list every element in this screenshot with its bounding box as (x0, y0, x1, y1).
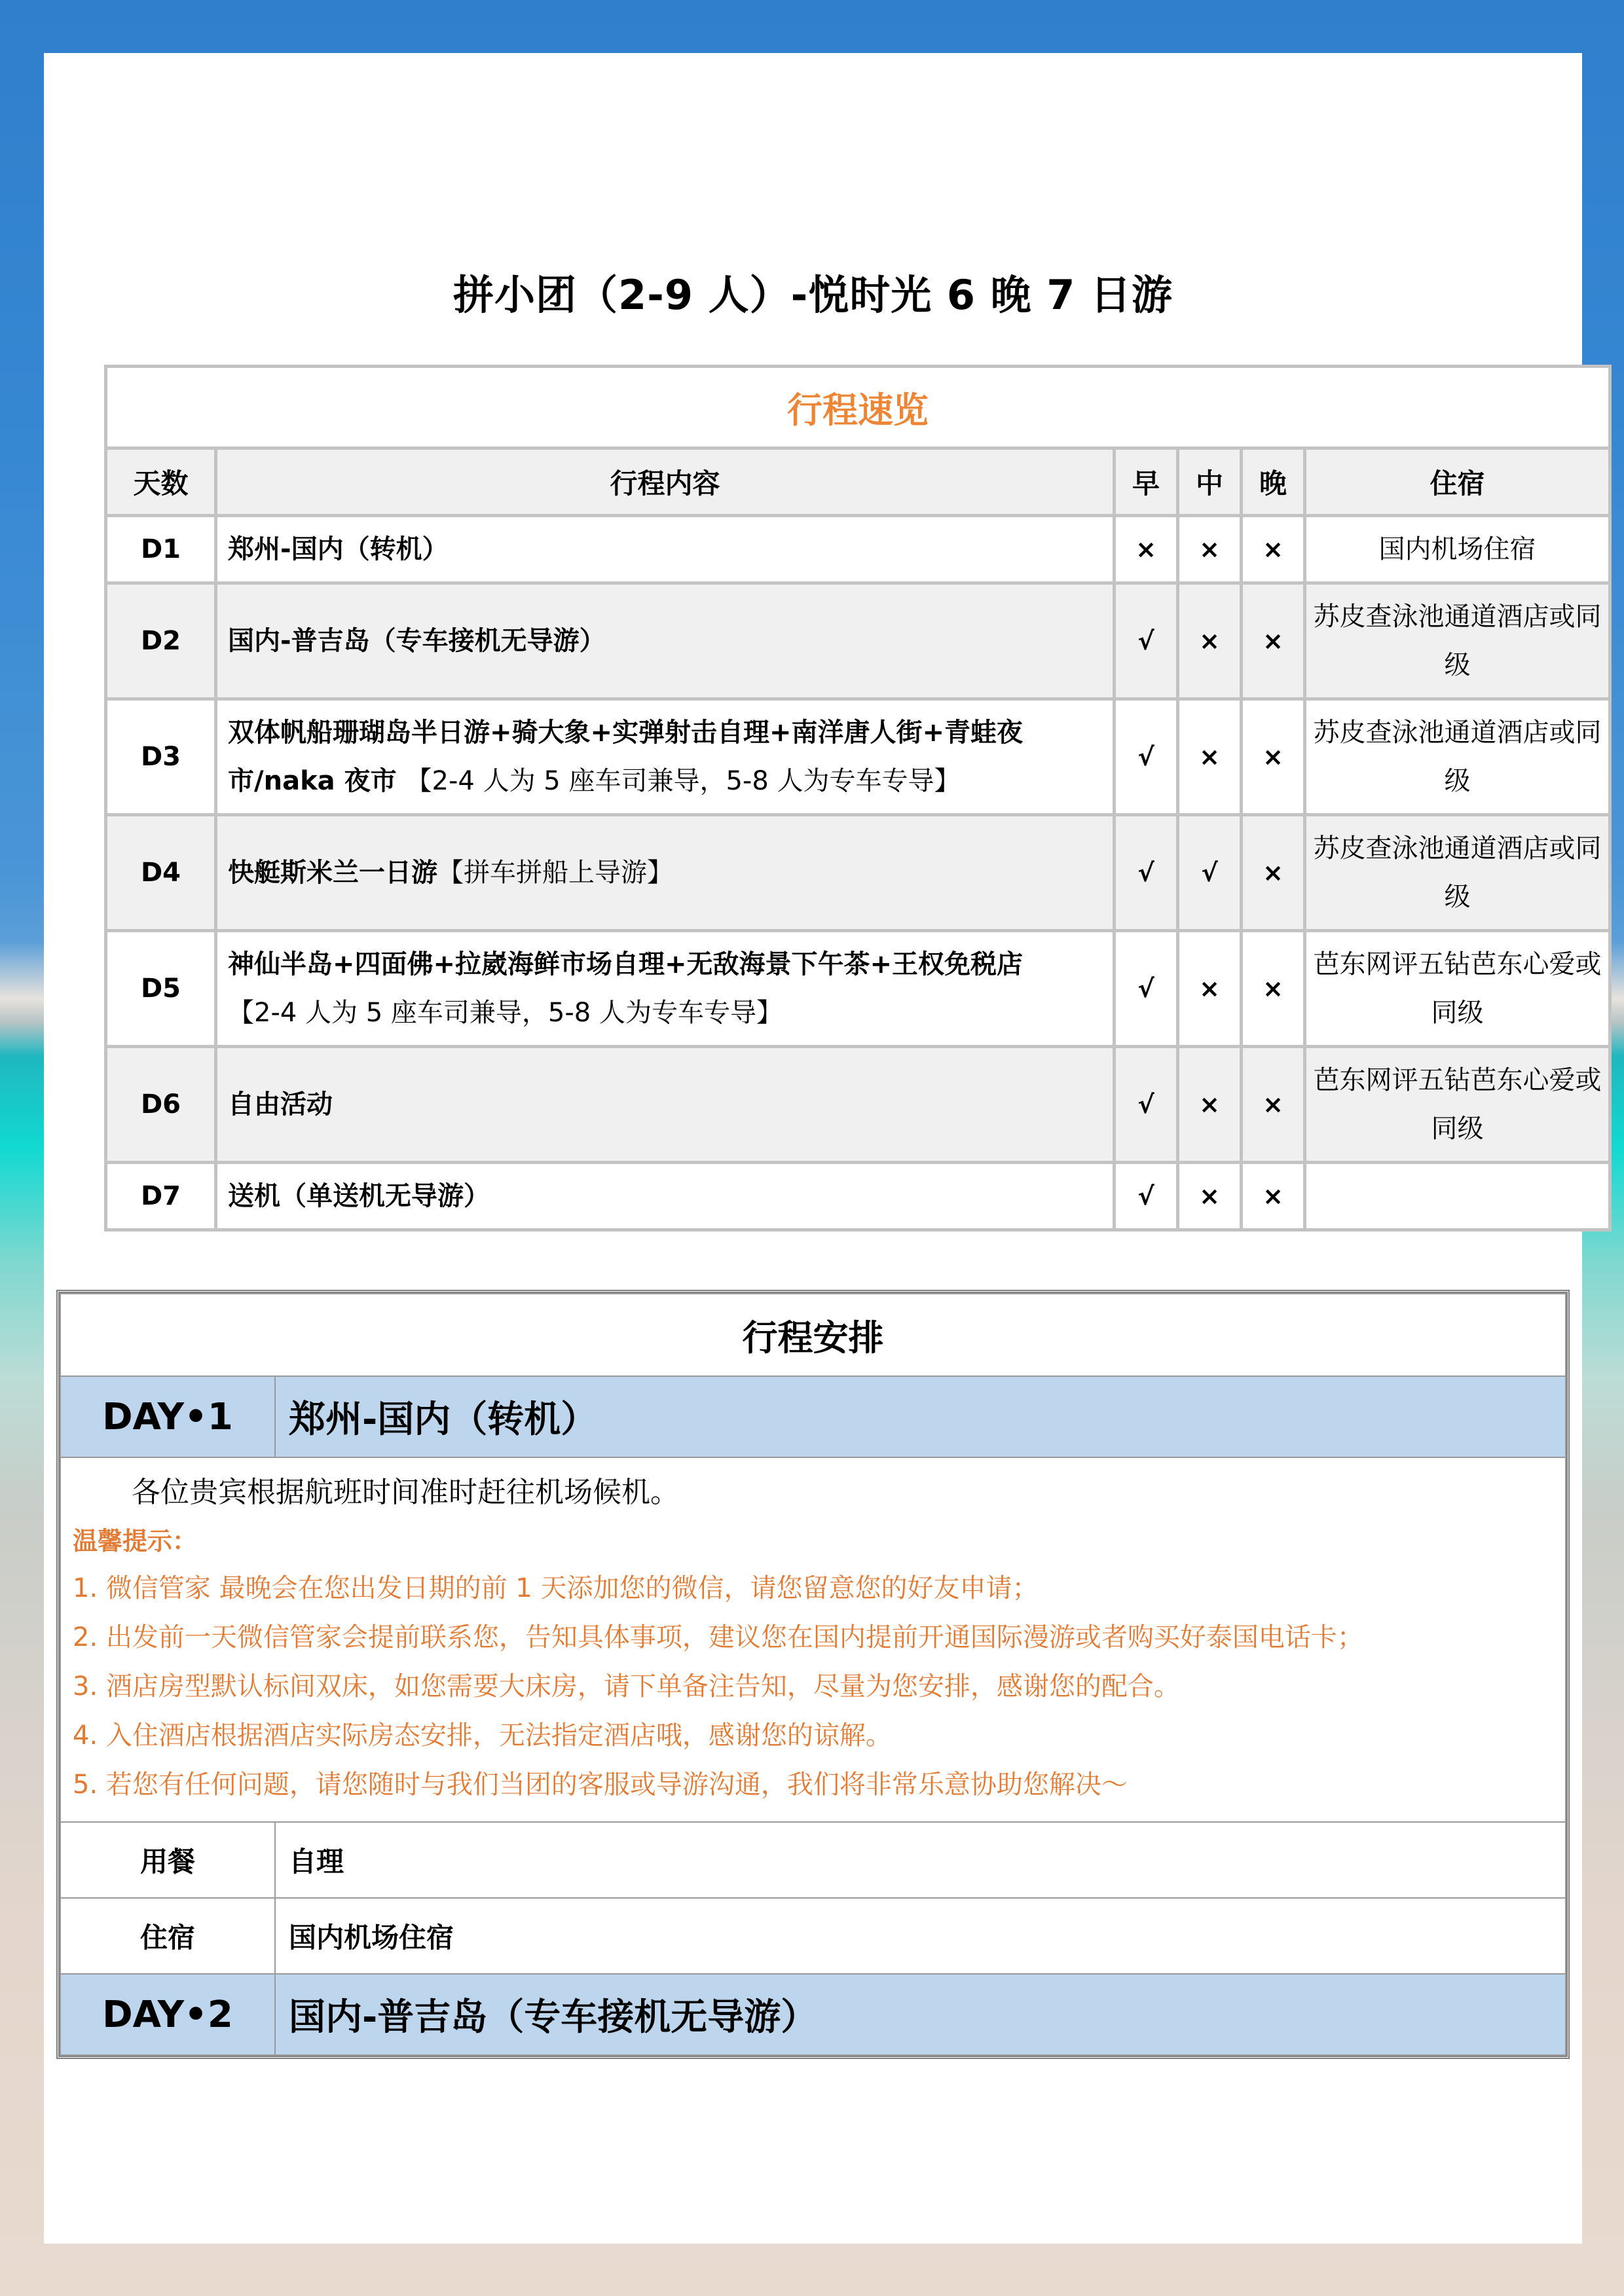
day-1-label: DAY•1 (60, 1376, 275, 1457)
row-breakfast: √ (1115, 699, 1178, 815)
table-row (106, 1047, 1610, 1163)
row-content-main: 自由活动 (228, 1089, 333, 1120)
row-content-main: 快艇斯米兰一日游 (228, 858, 437, 888)
row-day: D3 (106, 699, 216, 815)
table-row (106, 1163, 1610, 1230)
row-breakfast: × (1115, 516, 1178, 583)
row-dinner: × (1242, 931, 1305, 1047)
row-hotel: 芭东网评五钻芭东心爱或同级 (1305, 1047, 1610, 1163)
row-content-main: 送机（单送机无导游） (228, 1181, 490, 1211)
row-dinner: × (1242, 815, 1305, 931)
day-1-description (60, 1457, 1566, 1822)
row-day: D6 (106, 1047, 216, 1163)
table-row (106, 516, 1610, 583)
tips-heading: 温馨提示： (73, 1527, 198, 1556)
row-lunch: × (1178, 1047, 1242, 1163)
row-content-main: 郑州-国内（转机） (228, 534, 449, 564)
row-breakfast: √ (1115, 815, 1178, 931)
day-1-meals-row (60, 1822, 1566, 1898)
document-title: 拼小团（2-9 人）-悦时光 6 晚 7 日游 (453, 271, 1173, 319)
header-lunch: 中 (1178, 448, 1242, 516)
row-lunch: × (1178, 931, 1242, 1047)
row-breakfast: √ (1115, 1163, 1178, 1230)
row-day: D5 (106, 931, 216, 1047)
row-content (216, 1047, 1115, 1163)
row-content-note: 【2-4 人为 5 座车司兼导，5-8 人为专车专导】 (228, 998, 783, 1028)
header-dinner: 晚 (1242, 448, 1305, 516)
overview-header-row (106, 448, 1610, 516)
row-hotel: 苏皮查泳池通道酒店或同级 (1305, 815, 1610, 931)
row-content (216, 516, 1115, 583)
row-hotel (1305, 1163, 1610, 1230)
row-dinner: × (1242, 699, 1305, 815)
row-hotel: 国内机场住宿 (1305, 516, 1610, 583)
row-lunch: × (1178, 1163, 1242, 1230)
day-1-hotel-row (60, 1898, 1566, 1974)
meals-label: 用餐 (60, 1822, 275, 1898)
schedule-title: 行程安排 (60, 1294, 1566, 1376)
tip-item: 2. 出发前一天微信管家会提前联系您，告知具体事项，建议您在国内提前开通国际漫游或者购买好泰国电话卡； (73, 1622, 1363, 1652)
row-content-main: 双体帆船珊瑚岛半日游+骑大象+实弹射击自理+南洋唐人街+青蛙夜市/naka 夜市 (228, 718, 1024, 796)
overview-caption: 行程速览 (106, 367, 1610, 448)
header-day: 天数 (106, 448, 216, 516)
header-content: 行程内容 (216, 448, 1115, 516)
meals-value: 自理 (275, 1822, 1566, 1898)
row-breakfast: √ (1115, 1047, 1178, 1163)
row-hotel: 芭东网评五钻芭东心爱或同级 (1305, 931, 1610, 1047)
row-dinner: × (1242, 516, 1305, 583)
row-lunch: √ (1178, 815, 1242, 931)
row-breakfast: √ (1115, 931, 1178, 1047)
row-content-main: 国内-普吉岛（专车接机无导游） (228, 626, 606, 656)
row-content-main: 神仙半岛+四面佛+拉崴海鲜市场自理+无敌海景下午茶+王权免税店 (228, 949, 1024, 979)
row-content-note: 【2-4 人为 5 座车司兼导，5-8 人为专车专导】 (405, 766, 961, 796)
row-content (216, 931, 1115, 1047)
row-dinner: × (1242, 1047, 1305, 1163)
day-1-intro: 各位贵宾根据航班时间准时赶往机场候机。 (132, 1476, 679, 1509)
tip-item: 4. 入住酒店根据酒店实际房态安排，无法指定酒店哦，感谢您的谅解。 (73, 1721, 892, 1751)
row-lunch: × (1178, 699, 1242, 815)
day-2-title: 国内-普吉岛（专车接机无导游） (275, 1974, 1566, 2055)
row-day: D4 (106, 815, 216, 931)
row-content (216, 583, 1115, 699)
row-breakfast: √ (1115, 583, 1178, 699)
row-hotel: 苏皮查泳池通道酒店或同级 (1305, 583, 1610, 699)
row-content (216, 699, 1115, 815)
itinerary-overview-table (104, 365, 1612, 1231)
row-hotel: 苏皮查泳池通道酒店或同级 (1305, 699, 1610, 815)
document-page (44, 53, 1602, 2244)
day-1-header (60, 1376, 1566, 1457)
table-row (106, 583, 1610, 699)
day-2-header (60, 1974, 1566, 2055)
tip-item: 1. 微信管家 最晚会在您出发日期的前 1 天添加您的微信，请您留意您的好友申请； (73, 1573, 1039, 1603)
schedule-table (60, 1293, 1566, 2056)
tip-item: 5. 若您有任何问题，请您随时与我们当团的客服或导游沟通，我们将非常乐意协助您解决～ (73, 1770, 1128, 1800)
hotel-label: 住宿 (60, 1898, 275, 1974)
row-dinner: × (1242, 583, 1305, 699)
table-row (106, 815, 1610, 931)
table-row (106, 931, 1610, 1047)
row-content (216, 815, 1115, 931)
row-lunch: × (1178, 583, 1242, 699)
schedule-table-frame (56, 1290, 1570, 2059)
table-row (106, 699, 1610, 815)
row-lunch: × (1178, 516, 1242, 583)
header-hotel: 住宿 (1305, 448, 1610, 516)
row-day: D1 (106, 516, 216, 583)
header-breakfast: 早 (1115, 448, 1178, 516)
day-2-label: DAY•2 (60, 1974, 275, 2055)
day-1-title: 郑州-国内（转机） (275, 1376, 1566, 1457)
row-day: D2 (106, 583, 216, 699)
row-day: D7 (106, 1163, 216, 1230)
row-content-note: 【拼车拼船上导游】 (437, 858, 673, 888)
row-content (216, 1163, 1115, 1230)
tip-item: 3. 酒店房型默认标间双床，如您需要大床房，请下单备注告知，尽量为您安排，感谢您的配合。 (73, 1671, 1180, 1702)
hotel-value: 国内机场住宿 (275, 1898, 1566, 1974)
row-dinner: × (1242, 1163, 1305, 1230)
